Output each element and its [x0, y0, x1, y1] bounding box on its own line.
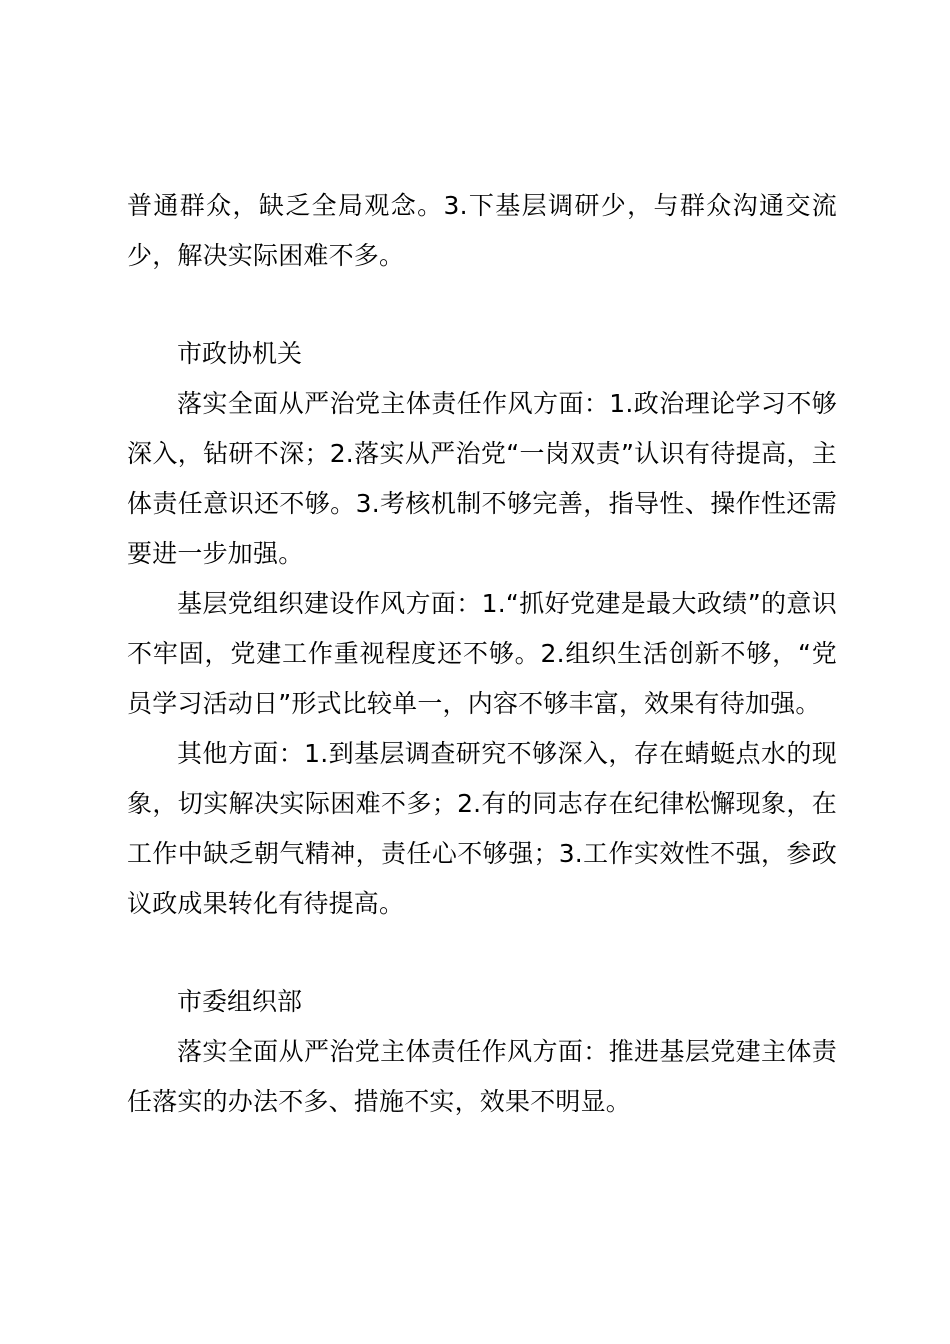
paragraph-other-aspects: 其他方面：1.到基层调查研究不够深入，存在蜻蜓点水的现象，切实解决实际困难不多；2.有的同志存在纪律松懈现象，在工作中缺乏朝气精神，责任心不够强；3.工作实效性不强，参政议政成果转化有待提高。 — [127, 739, 837, 918]
paragraph-grassroots-organization: 基层党组织建设作风方面：1.“抓好党建是最大政绩”的意识不牢固，党建工作重视程度还不够。2.组织生活创新不够，“党员学习活动日”形式比较单一，内容不够丰富，效果有待加强。 — [127, 589, 837, 718]
document-page — [127, 181, 837, 1127]
section-spacer — [127, 281, 837, 329]
section-heading-organization-dept: 市委组织部 — [177, 987, 303, 1016]
continuation-paragraph: 普通群众，缺乏全局观念。3.下基层调研少，与群众沟通交流少，解决实际困难不多。 — [127, 191, 837, 270]
section-heading-cppcc: 市政协机关 — [177, 339, 303, 368]
paragraph-party-responsibility: 落实全面从严治党主体责任作风方面：1.政治理论学习不够深入，钻研不深；2.落实从严治党“一岗双责”认识有待提高，主体责任意识还不够。3.考核机制不够完善，指导性、操作性还需要进一步加强。 — [127, 389, 837, 568]
section-spacer — [127, 929, 837, 977]
paragraph-org-party-responsibility: 落实全面从严治党主体责任作风方面：推进基层党建主体责任落实的办法不多、措施不实，效果不明显。 — [127, 1037, 837, 1116]
